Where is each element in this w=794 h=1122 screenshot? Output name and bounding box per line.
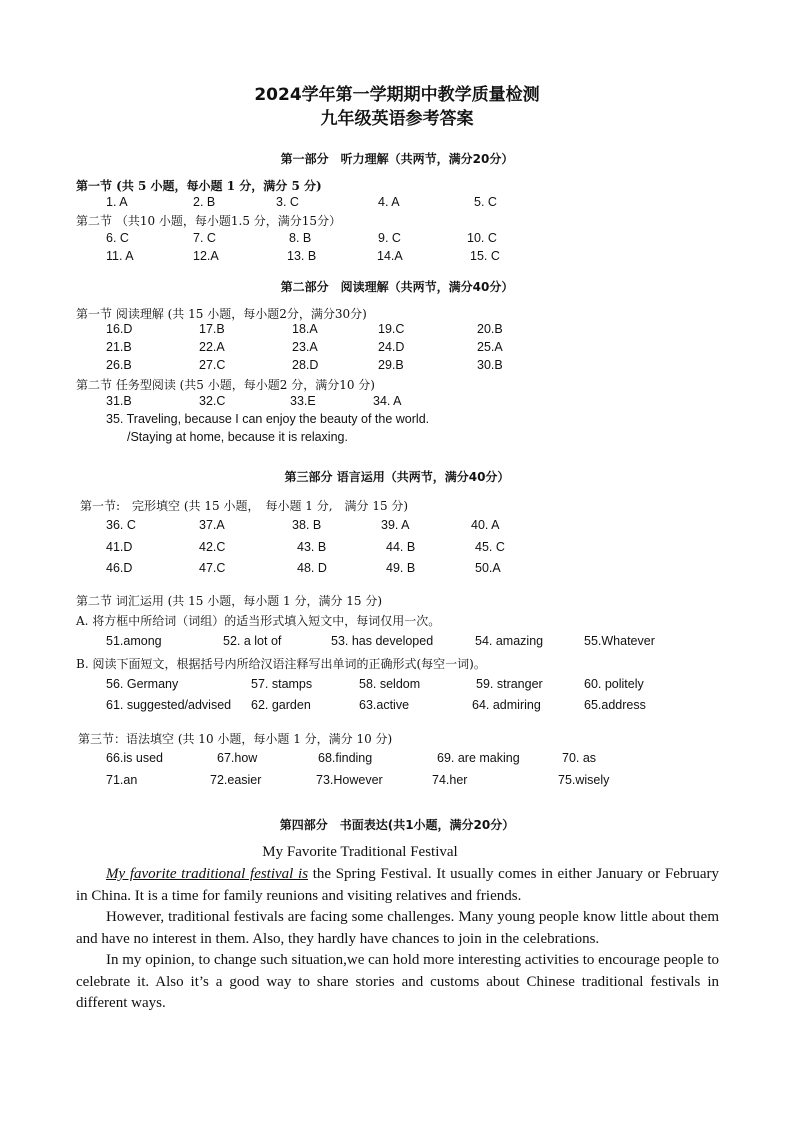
answer-item: 10. C — [467, 231, 497, 245]
part1-section1-label: 第一节 (共 5 小题，每小题 1 分，满分 5 分) — [76, 179, 322, 193]
answer-item: 14.A — [377, 249, 403, 263]
part2-heading: 第二部分 阅读理解（共两节，满分40分） — [280, 280, 514, 294]
answer-item: 30.B — [477, 358, 503, 372]
answer-item: 60. politely — [584, 677, 644, 691]
answer-row — [0, 518, 794, 536]
part3-section2-label: 第二节 词汇运用 (共 15 小题，每小题 1 分，满分 15 分) — [76, 594, 383, 608]
answer-item: 5. C — [474, 195, 497, 209]
part1-section2-label: 第二节 （共10 小题，每小题1.5 分，满分15分） — [76, 214, 342, 228]
essay-paragraph-1-text: the Spring Festival. It usually comes in either January or February in China. It is a time for family reunions and visiting relatives and friends. — [76, 866, 719, 904]
part3-section3-label: 第三节：语法填空 (共 10 小题，每小题 1 分，满分 10 分) — [78, 732, 393, 746]
answer-item: 13. B — [287, 249, 317, 263]
answer-item: 70. as — [562, 751, 597, 765]
part2-section2-label: 第二节 任务型阅读 (共5 小题，每小题2 分，满分10 分) — [76, 378, 375, 392]
answer-item: 62. garden — [251, 698, 311, 712]
answer-item: 55.Whatever — [584, 634, 655, 648]
page-subtitle: 九年级英语参考答案 — [320, 109, 474, 129]
answer-item: 29.B — [378, 358, 404, 372]
answer-item: 41.D — [106, 540, 133, 554]
part3-heading: 第三部分 语言运用（共两节，满分40分） — [284, 470, 510, 484]
answer-item: 61. suggested/advised — [106, 698, 232, 712]
answer-item: 47.C — [199, 561, 226, 575]
answer-item: 31.B — [106, 394, 132, 408]
answer-item: 72.easier — [210, 773, 262, 787]
answer-item: 57. stamps — [251, 677, 313, 691]
answer-item: 64. admiring — [472, 698, 541, 712]
answer-item: 66.is used — [106, 751, 163, 765]
answer-row — [0, 358, 794, 376]
answer-row — [0, 394, 794, 412]
answer-item: 42.C — [199, 540, 226, 554]
answer-item: 69. are making — [437, 751, 520, 765]
answer-item: 1. A — [106, 195, 128, 209]
answer-item: 49. B — [386, 561, 416, 575]
answer-item: 12.A — [193, 249, 219, 263]
answer-item: 24.D — [378, 340, 405, 354]
answer-item: 51.among — [106, 634, 162, 648]
essay-title-text: My Favorite Traditional Festival — [262, 844, 458, 860]
answer-row — [0, 340, 794, 358]
answer-item: 45. C — [475, 540, 505, 554]
answer-item: 7. C — [193, 231, 216, 245]
answer-item: 32.C — [199, 394, 226, 408]
part1-heading: 第一部分 听力理解（共两节，满分20分） — [280, 152, 514, 166]
answer-item: 65.address — [584, 698, 646, 712]
answer-item: 18.A — [292, 322, 318, 336]
answer-item: 16.D — [106, 322, 133, 336]
answer-item: 37.A — [199, 518, 225, 532]
answer-item: 40. A — [471, 518, 500, 532]
essay-underlined-opening: My favorite traditional festival is — [106, 866, 309, 882]
essay-body — [76, 864, 719, 1015]
answer-item: 68.finding — [318, 751, 373, 765]
part3-instruction-a: A. 将方框中所给词（词组）的适当形式填入短文中，每词仅用一次。 — [76, 614, 441, 628]
answer-row — [0, 322, 794, 340]
part3-section1-label: 第一节: 完形填空 (共 15 小题， 每小题 1 分, 满分 15 分) — [80, 499, 409, 513]
answer-row — [0, 231, 794, 249]
essay-paragraph-3: In my opinion, to change such situation,we can hold more interesting activities to encourage people to celebrate it. Also it’s a good way to share stories and customs about Chinese traditional festivals in different ways. — [76, 952, 719, 1011]
part4-heading: 第四部分 书面表达(共1小题，满分20分） — [279, 818, 515, 832]
essay-paragraph-1 — [76, 864, 719, 907]
answer-item: 74.her — [432, 773, 468, 787]
answer-item: 28.D — [292, 358, 319, 372]
answer-item: 11. A — [106, 249, 134, 263]
essay-title — [0, 844, 720, 861]
answer-item: 36. C — [106, 518, 136, 532]
answer-item: 6. C — [106, 231, 129, 245]
answer-item: 75.wisely — [558, 773, 610, 787]
answer-item: 39. A — [381, 518, 410, 532]
answer-item: 63.active — [359, 698, 410, 712]
answer-item: 67.how — [217, 751, 258, 765]
answer-row — [0, 634, 794, 652]
answer-item: 15. C — [470, 249, 500, 263]
part2-section1-label: 第一节 阅读理解 (共 15 小题，每小题2分，满分30分) — [76, 307, 367, 321]
answer-row — [0, 751, 794, 769]
answer-item: 50.A — [475, 561, 501, 575]
answer-item: 20.B — [477, 322, 503, 336]
answer-item: 38. B — [292, 518, 322, 532]
answer-item: 44. B — [386, 540, 416, 554]
answer-row — [0, 698, 794, 716]
answer-item: 9. C — [378, 231, 401, 245]
page-title: 2024学年第一学期期中教学质量检测 — [254, 85, 540, 105]
answer-item: 2. B — [193, 195, 216, 209]
answer-item: 23.A — [292, 340, 318, 354]
answer-item: 58. seldom — [359, 677, 421, 691]
essay-paragraph-2: However, traditional festivals are facing some challenges. Many young people know little about them and have no interest in them. Also, they hardly have chances to join in the celebrations. — [76, 909, 719, 947]
answer-item: 22.A — [199, 340, 225, 354]
answer-item: 21.B — [106, 340, 132, 354]
answer-item: 53. has developed — [331, 634, 434, 648]
answer-row — [0, 677, 794, 695]
answer-item: 33.E — [290, 394, 316, 408]
answer-item: 3. C — [276, 195, 299, 209]
answer-item: 4. A — [378, 195, 400, 209]
answer-row — [0, 561, 794, 579]
answer-item: 48. D — [297, 561, 327, 575]
answer-item: 25.A — [477, 340, 503, 354]
answer-item: 19.C — [378, 322, 405, 336]
answer-item: 27.C — [199, 358, 226, 372]
answer-row — [0, 195, 794, 213]
answer-item: 34. A — [373, 394, 402, 408]
answer-item: 73.However — [316, 773, 383, 787]
q35-answer-line1: 35. Traveling, because I can enjoy the beauty of the world. — [106, 412, 430, 426]
answer-item: 46.D — [106, 561, 133, 575]
answer-row — [0, 249, 794, 267]
answer-item: 52. a lot of — [223, 634, 282, 648]
part3-instruction-b: B. 阅读下面短文，根据括号内所给汉语注释写出单词的正确形式(每空一词)。 — [76, 657, 486, 671]
answer-item: 59. stranger — [476, 677, 543, 691]
q35-answer-line2: /Staying at home, because it is relaxing. — [127, 430, 348, 444]
answer-item: 8. B — [289, 231, 312, 245]
answer-item: 56. Germany — [106, 677, 179, 691]
answer-item: 54. amazing — [475, 634, 544, 648]
answer-item: 17.B — [199, 322, 225, 336]
answer-row — [0, 773, 794, 791]
answer-item: 71.an — [106, 773, 138, 787]
answer-row — [0, 540, 794, 558]
answer-item: 26.B — [106, 358, 132, 372]
answer-item: 43. B — [297, 540, 327, 554]
